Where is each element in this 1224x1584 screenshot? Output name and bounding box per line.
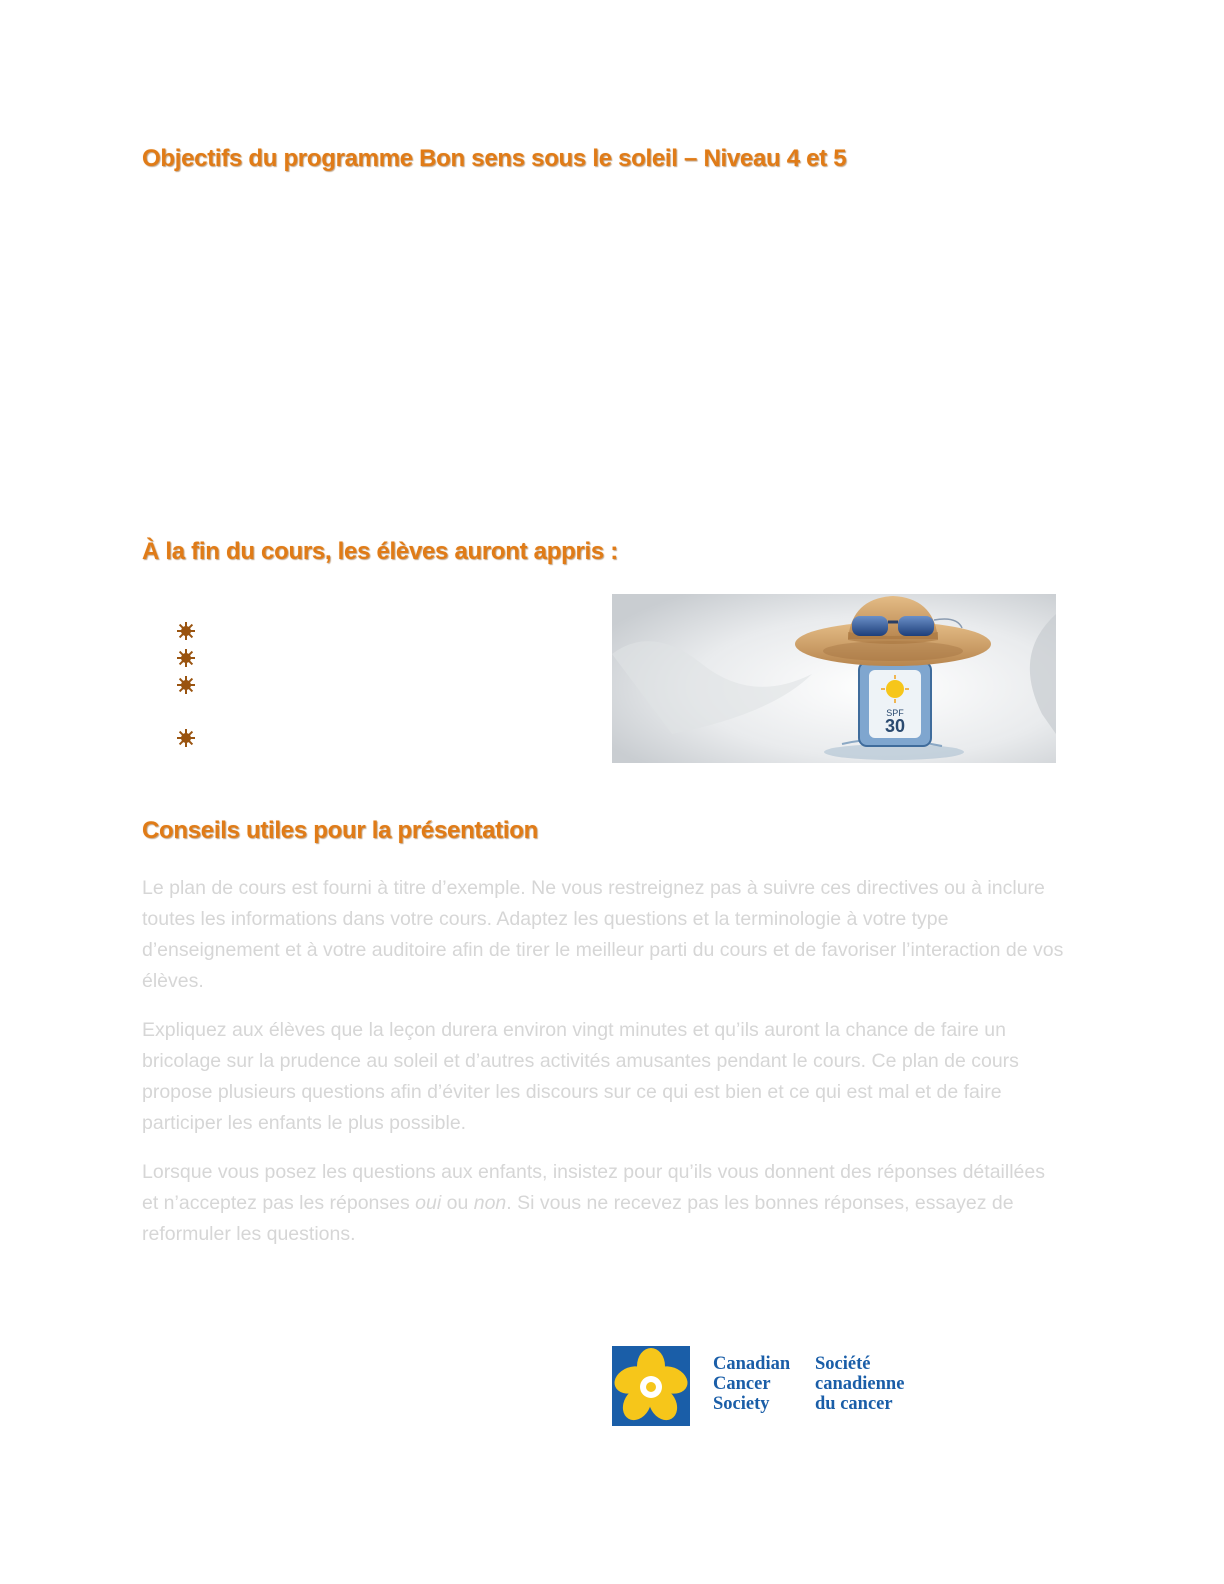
tips-paragraph: Expliquez aux élèves que la leçon durera environ vingt minutes et qu’ils auront la chance de faire un bricolage sur la prudence au soleil et d’autres activités amusantes pendant le cours. Ce plan de cours propose plusieurs questions afin d’éviter les discours sur ce qui est bien et ce qui est mal et de faire participer les enfants le plus possible.	[142, 1019, 1019, 1134]
logo-text-french: Société canadienne du cancer	[815, 1354, 905, 1414]
objectives-heading: Objectifs du programme Bon sens sous le soleil – Niveau 4 et 5	[142, 145, 847, 172]
sunscreen-hat-illustration	[612, 594, 1056, 763]
sun-bullet-icon	[176, 728, 196, 748]
tips-paragraph: Le plan de cours est fourni à titre d’exemple. Ne vous restreignez pas à suivre ces directives ou à inclure toutes les informations dans votre cours. Adaptez les questions et la terminologie à votre type d’enseignement et à votre auditoire afin de tirer le meilleur parti du cours et de favoriser l’interaction de vos élèves.	[142, 877, 1064, 992]
sun-bullet-icon	[176, 675, 196, 695]
logo-text-english: Canadian Cancer Society	[713, 1354, 791, 1414]
sun-bullet-icon	[176, 648, 196, 668]
tips-paragraph: Lorsque vous posez les questions aux enfants, insistez pour qu’ils vous donnent des réponses détaillées et n’acceptez pas les réponses oui ou non. Si vous ne recevez pas les bonnes réponses, essayez de reformuler les questions.	[142, 1161, 1045, 1245]
bottle-spf-label: SPF	[886, 708, 904, 718]
sun-bullet-icon	[176, 621, 196, 641]
daffodil-logo-icon	[612, 1346, 692, 1426]
bottle-spf-number: 30	[884, 716, 906, 736]
tips-heading: Conseils utiles pour la présentation	[142, 817, 538, 844]
outcomes-list	[176, 621, 206, 761]
outcomes-heading: À la fin du cours, les élèves auront appris :	[142, 538, 618, 565]
